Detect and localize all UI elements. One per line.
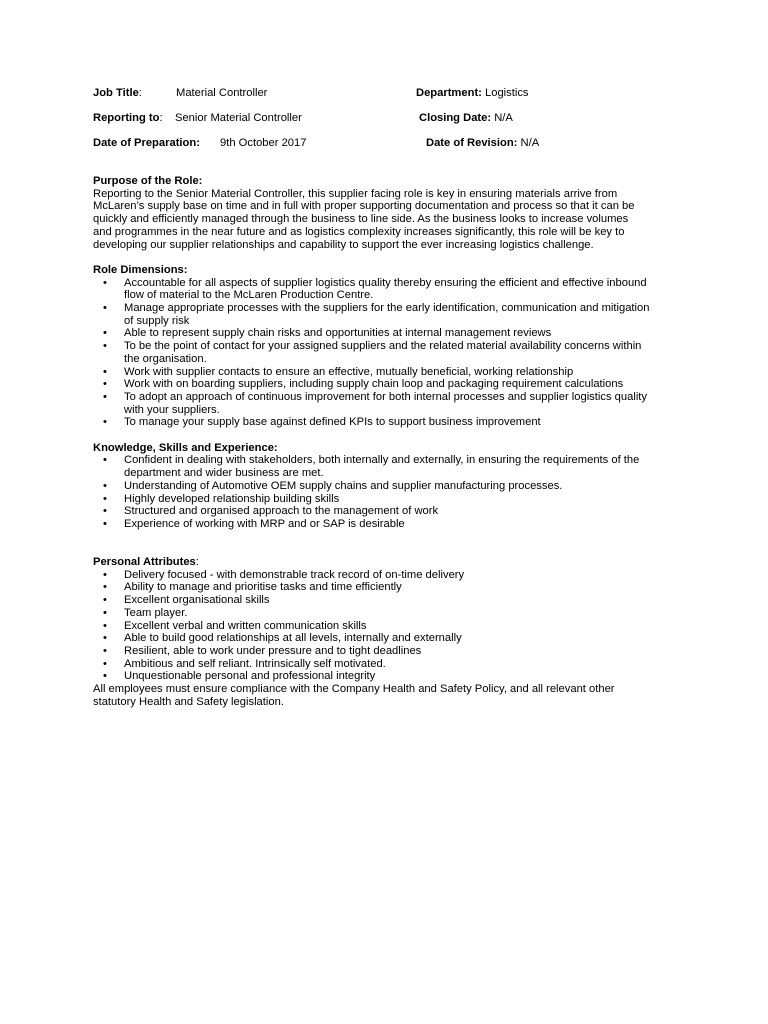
list-item-text: Excellent organisational skills: [124, 594, 270, 607]
bullet-icon: •: [103, 492, 107, 505]
closing-date-label: Closing Date:: [419, 112, 492, 124]
list-item-text: flow of material to the McLaren Production Centre.: [124, 289, 374, 302]
list-item: [93, 327, 693, 340]
list-item-text: Unquestionable personal and professional integrity: [124, 670, 376, 683]
list-item-text: with your suppliers.: [124, 403, 220, 416]
bullet-icon: •: [103, 365, 107, 378]
list-item-text: To be the point of contact for your assigned suppliers and the related material availability concerns within: [124, 340, 642, 353]
purpose-line: and programmes in the near future and as logistics complexity increases significantly, this role will be key to: [93, 225, 625, 238]
list-item: [93, 620, 693, 633]
reporting-value: Senior Material Controller: [175, 112, 302, 124]
spacer: [93, 531, 693, 556]
bullet-icon: •: [103, 606, 107, 619]
list-item: [93, 594, 693, 607]
department-label: Department:: [416, 87, 482, 99]
bullet-icon: •: [103, 644, 107, 657]
list-item-text: To adopt an approach of continuous improvement for both internal processes and supplier logistics quality: [124, 390, 648, 403]
list-item: [93, 505, 693, 518]
reporting-colon: :: [159, 112, 163, 124]
list-item-text: To manage your supply base against defined KPIs to support business improvement: [124, 416, 541, 429]
attributes-heading-text: Personal Attributes: [93, 556, 196, 569]
bullet-icon: •: [103, 454, 107, 467]
bullet-icon: •: [103, 416, 107, 429]
list-item: [93, 302, 693, 327]
personal-attributes-list: [93, 569, 693, 683]
department-value: Logistics: [485, 87, 529, 99]
preparation-date-label-text: Date of Preparation:: [93, 137, 200, 149]
job-title-label: Job Title: [93, 87, 139, 99]
purpose-line: quickly and efficiently managed through the business to line side. As the business looks to increase volumes: [93, 213, 629, 226]
bullet-icon: •: [103, 340, 107, 353]
list-item-text: Confident in dealing with stakeholders, both internally and externally, in ensuring the requirements of the: [124, 454, 640, 467]
bullet-icon: •: [103, 302, 107, 315]
bullet-icon: •: [103, 327, 107, 340]
list-item: [93, 277, 693, 302]
list-item: [93, 493, 693, 506]
closing-date-field: [419, 112, 513, 125]
list-item-text: Manage appropriate processes with the suppliers for the early identification, communication and mitigation: [124, 302, 650, 315]
bullet-icon: •: [103, 632, 107, 645]
list-item: [93, 366, 693, 379]
job-title-colon: :: [138, 87, 142, 99]
bullet-icon: •: [103, 670, 107, 683]
list-item: [93, 632, 693, 645]
knowledge-list: [93, 454, 693, 530]
bullet-icon: •: [103, 505, 107, 518]
department-field: [416, 87, 529, 100]
list-item: [93, 391, 693, 416]
preparation-date-label: [93, 137, 200, 150]
revision-date-label: Date of Revision:: [426, 137, 518, 149]
list-item-text: Structured and organised approach to the management of work: [124, 505, 439, 518]
list-item-text: Accountable for all aspects of supplier logistics quality thereby ensuring the efficient and effective inbound: [124, 276, 647, 289]
list-item-text: Excellent verbal and written communication skills: [124, 619, 367, 632]
revision-date-value: N/A: [520, 137, 540, 149]
reporting-label: Reporting to: [93, 112, 160, 124]
bullet-icon: •: [103, 581, 107, 594]
list-item-text: Resilient, able to work under pressure and to tight deadlines: [124, 644, 422, 657]
attributes-heading-colon: :: [195, 556, 199, 569]
document-body: [93, 175, 693, 708]
spacer: [93, 251, 693, 264]
bullet-icon: •: [103, 378, 107, 391]
list-item-text: Able to build good relationships at all levels, internally and externally: [124, 632, 462, 645]
compliance-paragraph: [93, 683, 693, 708]
bullet-icon: •: [103, 479, 107, 492]
attributes-heading: [93, 556, 693, 569]
purpose-paragraph: [93, 188, 693, 252]
list-item-text: Work with on boarding suppliers, including supply chain loop and packaging requirement calculations: [124, 378, 624, 391]
list-item-text: Delivery focused - with demonstrable track record of on-time delivery: [124, 568, 465, 581]
list-item-text: Able to represent supply chain risks and opportunities at internal management reviews: [124, 327, 552, 340]
bullet-icon: •: [103, 568, 107, 581]
closing-date-value: N/A: [494, 112, 513, 124]
list-item-text: Highly developed relationship building skills: [124, 492, 340, 505]
revision-date-field: [426, 137, 539, 150]
list-item: [93, 480, 693, 493]
bullet-icon: •: [103, 517, 107, 530]
list-item-text: department and wider business are met.: [124, 467, 324, 480]
list-item-text: Team player.: [124, 606, 188, 619]
compliance-line: statutory Health and Safety legislation.: [93, 695, 284, 708]
list-item: [93, 416, 693, 429]
bullet-icon: •: [103, 657, 107, 670]
bullet-icon: •: [103, 594, 107, 607]
list-item: [93, 518, 693, 531]
list-item-text: Ability to manage and prioritise tasks and time efficiently: [124, 581, 402, 594]
bullet-icon: •: [103, 276, 107, 289]
list-item: [93, 645, 693, 658]
list-item: [93, 340, 693, 365]
spacer: [93, 429, 693, 442]
job-title-field: [93, 87, 142, 100]
list-item-text: Understanding of Automotive OEM supply chains and supplier manufacturing processes.: [124, 479, 563, 492]
compliance-line: All employees must ensure compliance with the Company Health and Safety Policy, and all relevant other: [93, 683, 615, 696]
bullet-icon: •: [103, 390, 107, 403]
list-item-text: of supply risk: [124, 314, 190, 327]
list-item-text: the organisation.: [124, 352, 207, 365]
list-item: [93, 581, 693, 594]
bullet-icon: •: [103, 619, 107, 632]
list-item-text: Ambitious and self reliant. Intrinsically self motivated.: [124, 657, 386, 670]
reporting-field: [93, 112, 163, 125]
role-dimensions-list: [93, 277, 693, 429]
list-item: [93, 670, 693, 683]
list-item: [93, 378, 693, 391]
purpose-line: developing our supplier relationships and capability to support the ever increasing logistics challenge.: [93, 238, 594, 251]
list-item: [93, 658, 693, 671]
list-item-text: Work with supplier contacts to ensure an effective, mutually beneficial, working relationship: [124, 365, 574, 378]
preparation-date-value: 9th October 2017: [220, 137, 307, 149]
knowledge-heading: Knowledge, Skills and Experience:: [93, 441, 278, 454]
purpose-heading: Purpose of the Role:: [93, 175, 203, 187]
job-title-value: Material Controller: [176, 87, 268, 99]
list-item: [93, 607, 693, 620]
purpose-line: Reporting to the Senior Material Controller, this supplier facing role is key in ensuring materials arrive from: [93, 187, 618, 200]
list-item-text: Experience of working with MRP and or SAP is desirable: [124, 517, 405, 530]
role-dimensions-heading: Role Dimensions:: [93, 263, 188, 276]
list-item: [93, 569, 693, 582]
list-item: [93, 454, 693, 479]
purpose-line: McLaren’s supply base on time and in full with proper supporting documentation and process so that it can be: [93, 200, 635, 213]
